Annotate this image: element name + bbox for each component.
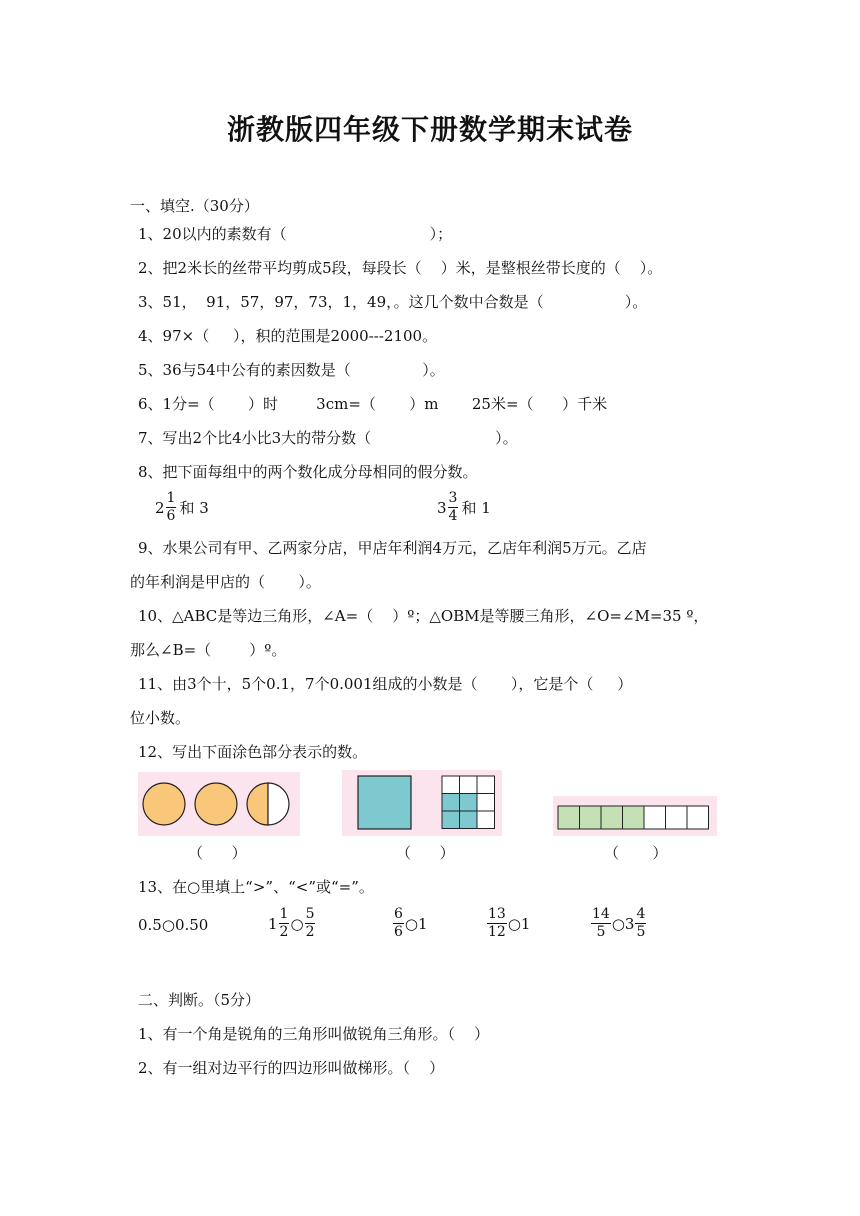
full-circle-1	[143, 783, 185, 825]
grid-cell	[477, 776, 495, 794]
grid-cell-filled	[460, 811, 478, 829]
q13-item-1	[268, 906, 316, 941]
strip-cell	[687, 806, 709, 829]
q8-item-1-fraction	[166, 490, 177, 525]
squares-figure	[342, 770, 502, 836]
question-11-line1: 11、由3个十，5个0.1，7个0.001组成的小数是（ ），它是个（ ）	[138, 675, 633, 693]
section1-heading: 一、填空.（30分）	[130, 197, 259, 215]
question-9-line1: 9、水果公司有甲、乙两家分店，甲店年利润4万元，乙店年利润5万元。乙店	[138, 539, 647, 557]
grid-cell-filled	[442, 794, 460, 812]
q13-item-4-circle: ○3	[611, 914, 635, 933]
q13-item-3-numerator: 13	[488, 906, 506, 922]
q13-item-0: 0.5○0.50	[138, 916, 209, 934]
q8-item-1	[155, 490, 209, 525]
question-11-line2: 位小数。	[130, 709, 191, 727]
q8-item-2-fraction	[448, 490, 459, 525]
full-circle-2	[195, 783, 237, 825]
q13-item-1-numerator-2: 5	[305, 906, 315, 922]
strip-cell-filled	[601, 806, 623, 829]
question-10-line1: 10、△ABC是等边三角形，∠A=（ ）º；△OBM是等腰三角形，∠O=∠M=35 º，	[138, 607, 709, 625]
question-2: 2、把2米长的丝带平均剪成5段，每段长（ ）米，是整根丝带长度的（ ）。	[138, 259, 663, 277]
q13-item-4-numerator-2: 4	[636, 906, 646, 922]
question-12: 12、写出下面涂色部分表示的数。	[138, 743, 368, 761]
q8-item-1-tail: 和 3	[179, 498, 209, 517]
question-5: 5、36与54中公有的素因数是（ ）。	[138, 361, 445, 379]
q13-item-1-denominator-2: 2	[305, 924, 315, 940]
strip-cell	[666, 806, 688, 829]
q8-item-2-numerator: 3	[448, 490, 458, 506]
q13-item-1-denominator: 2	[279, 924, 289, 940]
full-square	[358, 776, 411, 829]
question-9-line2: 的年利润是甲店的（ ）。	[130, 573, 321, 591]
q13-item-4-fraction-2	[635, 906, 646, 941]
q12-blank-1: （ ）	[188, 844, 247, 862]
strip-cell-filled	[580, 806, 602, 829]
question-6: 6、1分=（ ）时 3cm=（ ）m 25米=（ ）千米	[138, 395, 608, 413]
q8-item-1-denominator: 6	[166, 508, 176, 524]
q13-item-2-denominator: 6	[394, 924, 403, 940]
section2-heading: 二、判断。（5分）	[138, 991, 261, 1009]
strip-cell	[644, 806, 666, 829]
question-7: 7、写出2个比4小比3大的带分数（ ）。	[138, 429, 518, 447]
grid-cell-filled	[460, 794, 478, 812]
q13-item-1-circle: ○	[290, 914, 304, 933]
question-10-line2: 那么∠B=（ ）º。	[130, 641, 287, 659]
strip-figure	[553, 796, 717, 836]
q13-item-1-numerator: 1	[279, 906, 289, 922]
q8-item-1-numerator: 1	[166, 490, 176, 506]
q12-blank-3: （ ）	[604, 844, 668, 862]
q13-item-3-denominator: 12	[488, 924, 506, 940]
q8-item-2	[437, 490, 491, 525]
q13-item-2-fraction	[393, 906, 404, 941]
q13-item-2-tail: ○1	[404, 914, 428, 933]
q8-item-2-denominator: 4	[448, 508, 458, 524]
q13-item-4	[590, 906, 647, 941]
q13-item-1-whole: 1	[268, 914, 278, 933]
judge-question-2: 2、有一组对边平行的四边形叫做梯形。（ ）	[138, 1059, 445, 1077]
grid-cell	[460, 776, 478, 794]
q13-item-3	[486, 906, 530, 941]
grid-cell-filled	[442, 811, 460, 829]
q8-item-2-tail: 和 1	[461, 498, 491, 517]
q13-item-2-numerator: 6	[394, 906, 403, 922]
page-title: 浙教版四年级下册数学期末试卷	[226, 113, 633, 146]
q13-item-4-numerator: 14	[592, 906, 610, 922]
q13-item-4-fraction	[591, 906, 611, 941]
question-1: 1、20以内的素数有（ ）；	[138, 225, 453, 243]
question-8: 8、把下面每组中的两个数化成分母相同的假分数。	[138, 463, 478, 481]
grid-cell	[477, 811, 495, 829]
question-13: 13、在○里填上“>”、“<”或“=”。	[138, 878, 374, 896]
q13-item-2	[392, 906, 428, 941]
strip-cell-filled	[623, 806, 645, 829]
q8-item-1-whole: 2	[155, 498, 165, 517]
q8-item-2-whole: 3	[437, 498, 447, 517]
question-4: 4、97×（ ），积的范围是2000---2100。	[138, 327, 438, 345]
strip-cell-filled	[558, 806, 580, 829]
grid-cell	[442, 776, 460, 794]
q13-item-1-fraction-2	[305, 906, 316, 941]
judge-question-1: 1、有一个角是锐角的三角形叫做锐角三角形。（ ）	[138, 1025, 490, 1043]
q13-item-3-tail: ○1	[507, 914, 531, 933]
q12-blank-2: （ ）	[396, 844, 455, 862]
question-3: 3、51， 91，57，97，73，1，49，。这几个数中合数是（ ）。	[138, 293, 648, 311]
q13-item-3-fraction	[487, 906, 507, 941]
q13-item-4-denominator-2: 5	[636, 924, 646, 940]
q13-item-1-fraction	[279, 906, 290, 941]
q13-item-4-denominator: 5	[596, 924, 606, 940]
grid-cell	[477, 794, 495, 812]
circles-figure	[138, 772, 300, 836]
